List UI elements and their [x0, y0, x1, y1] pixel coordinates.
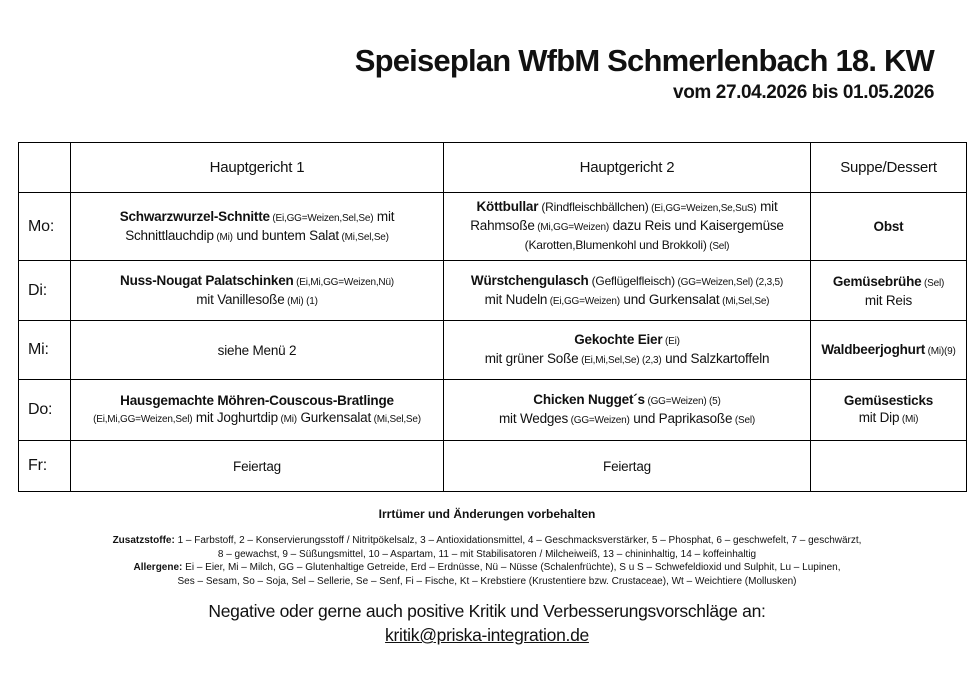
- allergen-text: (Mi,Sel,Se): [719, 295, 770, 307]
- dish-line: [75, 272, 439, 291]
- main-dish-2-cell: [444, 380, 811, 441]
- dish-text: Schwarzwurzel-Schnitte: [119, 208, 270, 224]
- dish-text: und Gurkensalat: [619, 291, 720, 307]
- dish-line: [815, 341, 962, 360]
- dish-text: mit Nudeln: [484, 291, 548, 307]
- dish-line: [448, 291, 806, 310]
- email-link[interactable]: kritik@priska-integration.de: [385, 625, 589, 645]
- dish-text: Gemüsesticks: [843, 393, 934, 408]
- dish-text: Rahmsoße: [470, 218, 535, 233]
- allergen-text: (Ei,GG=Weizen): [547, 295, 620, 307]
- main-dish-2-cell: [444, 321, 811, 380]
- menu-table: [18, 142, 967, 492]
- dish-line: [448, 350, 806, 369]
- allergen-text: (Ei,GG=Weizen,Se,SuS): [648, 203, 757, 214]
- page-subtitle: vom 27.04.2026 bis 01.05.2026: [673, 82, 934, 103]
- dish-line: [75, 392, 439, 409]
- dish-text: und Paprikasoße: [629, 411, 733, 426]
- legal-line: Ses – Sesam, So – Soja, Sel – Sellerie, Se – Senf, Fi – Fische, Kt – Krebstiere (Krustentiere bzw. Crustaceae), Wt – Weichtiere (Mollusken): [177, 575, 797, 587]
- main-dish-1-cell: [71, 380, 444, 441]
- soup-dessert-cell: [811, 261, 967, 321]
- dish-text: Nuss-Nougat Palatschinken: [120, 272, 294, 288]
- dish-text: Schnittlauchdip: [125, 227, 214, 243]
- dish-text: (Karotten,Blumenkohl und Brokkoli): [524, 238, 707, 252]
- main-dish-2-cell: [444, 441, 811, 492]
- legal-line: Allergene: Ei – Eier, Mi – Milch, GG – Glutenhaltige Getreide, Erd – Erdnüsse, Nü – Nüsse (Schalenfrüchte), S u S – Schwefeldioxid und Sulphit, Lu – Lupinen,: [133, 562, 841, 573]
- main-dish-1-cell: [71, 441, 444, 492]
- dish-text: mit Vanillesoße: [196, 291, 285, 307]
- dish-text: Feiertag: [603, 458, 651, 474]
- allergen-text: (GG=Weizen) (5): [644, 396, 721, 407]
- dish-text: und buntem Salat: [232, 227, 339, 243]
- allergen-text: (Ei): [662, 336, 680, 347]
- main-dish-1-cell: [71, 193, 444, 261]
- dish-text: Feiertag: [233, 458, 281, 474]
- day-label: Do:: [19, 380, 71, 441]
- soup-dessert-cell: [811, 441, 967, 492]
- dish-text: und Salzkartoffeln: [661, 351, 770, 366]
- day-label: Di:: [19, 261, 71, 321]
- dish-line: [448, 458, 806, 475]
- main-dish-2-cell: [444, 193, 811, 261]
- dish-line: [815, 292, 962, 309]
- allergen-text: (Mi) (1): [284, 295, 318, 307]
- dish-line: [815, 273, 962, 292]
- allergen-text: (Sel): [706, 241, 730, 252]
- day-label: Fr:: [19, 441, 71, 492]
- allergen-text: (Mi): [899, 414, 919, 425]
- dish-line: [75, 342, 439, 359]
- dish-text: mit Reis: [864, 292, 913, 308]
- dish-text: (Rindfleischbällchen): [538, 200, 649, 214]
- soup-dessert-cell: [811, 321, 967, 380]
- disclaimer-notice: Irrtümer und Änderungen vorbehalten: [378, 507, 596, 521]
- dish-text: Gurkensalat: [296, 410, 372, 425]
- main-dish-1-cell: [71, 321, 444, 380]
- dish-line: [448, 410, 806, 429]
- dish-text: mit Dip: [858, 410, 900, 425]
- allergen-text: (GG=Weizen): [568, 415, 630, 426]
- main-dish-1-cell: [71, 261, 444, 321]
- allergen-text: (GG=Weizen,Sel) (2,3,5): [674, 276, 784, 288]
- page-title: Speiseplan WfbM Schmerlenbach 18. KW: [354, 43, 934, 78]
- dish-line: [448, 198, 806, 217]
- allergen-text: (Sel): [921, 277, 945, 289]
- dish-line: [448, 217, 806, 236]
- allergen-text: (Mi): [277, 414, 297, 425]
- dish-line: [448, 391, 806, 410]
- dish-line: [448, 272, 806, 291]
- column-header: Hauptgericht 1: [71, 143, 444, 193]
- dish-line: [448, 236, 806, 255]
- dish-text: dazu Reis und Kaisergemüse: [609, 218, 784, 233]
- allergen-text: (Mi,GG=Weizen): [534, 222, 610, 233]
- table-row: [19, 321, 967, 380]
- legal-line: 8 – gewachst, 9 – Süßungsmittel, 10 – Aspartam, 11 – mit Stabilisatoren / Milcheiweiß, 13 – chininhaltig, 14 – koffeinhaltig: [217, 548, 757, 560]
- dish-line: [75, 291, 439, 310]
- header-row: [19, 143, 967, 193]
- day-label: Mo:: [19, 193, 71, 261]
- allergen-text: (Mi): [213, 231, 233, 243]
- column-header: Suppe/Dessert: [811, 143, 967, 193]
- dish-line: [75, 208, 439, 227]
- dish-text: Würstchengulasch: [470, 272, 589, 288]
- dish-line: [448, 331, 806, 350]
- allergen-text: (Ei,Mi,GG=Weizen,Sel): [93, 414, 193, 425]
- document-header: [0, 0, 974, 106]
- allergen-text: (Sel): [732, 415, 755, 426]
- dish-text: mit: [373, 208, 395, 224]
- column-header-day: [19, 143, 71, 193]
- allergen-text: (Mi)(9): [925, 345, 956, 357]
- allergen-text: (Ei,GG=Weizen,Sel,Se): [269, 212, 374, 224]
- table-row: [19, 261, 967, 321]
- dish-text: mit Joghurtdip: [192, 410, 278, 425]
- dish-line: [75, 458, 439, 475]
- dish-text: mit Wedges: [499, 411, 569, 426]
- dish-text: Chicken Nugget´s: [533, 392, 645, 407]
- dish-line: [75, 409, 439, 428]
- legal-line: Zusatzstoffe: 1 – Farbstoff, 2 – Konservierungsstoff / Nitritpökelsalz, 3 – Antioxidationsmittel, 4 – Geschmacksverstärker, 5 – Phosphat, 6 – geschwefelt, 7 – geschwärzt,: [112, 535, 862, 546]
- dish-line: [815, 409, 962, 428]
- dish-line: [815, 392, 962, 409]
- table-row: [19, 193, 967, 261]
- dish-text: siehe Menü 2: [217, 342, 297, 358]
- dish-text: Hausgemachte Möhren-Couscous-Bratlinge: [120, 393, 394, 408]
- feedback-line: Negative oder gerne auch positive Kritik und Verbesserungsvorschläge an:: [208, 601, 766, 621]
- menu-table-body: [19, 193, 967, 492]
- column-header: Hauptgericht 2: [444, 143, 811, 193]
- allergen-text: (Ei,Mi,Sel,Se) (2,3): [578, 355, 662, 366]
- main-dish-2-cell: [444, 261, 811, 321]
- dish-text: Gekochte Eier: [574, 332, 663, 347]
- soup-dessert-cell: [811, 193, 967, 261]
- dish-text: (Geflügelfleisch): [588, 273, 675, 288]
- day-label: Mi:: [19, 321, 71, 380]
- table-row: [19, 380, 967, 441]
- soup-dessert-cell: [811, 380, 967, 441]
- dish-text: mit: [756, 199, 778, 214]
- dish-text: mit grüner Soße: [484, 351, 579, 366]
- dish-text: Waldbeerjoghurt: [821, 341, 926, 357]
- dish-text: Köttbullar: [476, 199, 539, 214]
- legal-block: [0, 534, 974, 588]
- dish-text: Gemüsebrühe: [832, 273, 922, 289]
- allergen-text: (Mi,Sel,Se): [338, 231, 389, 243]
- table-row: [19, 441, 967, 492]
- dish-line: [75, 227, 439, 246]
- allergen-text: (Mi,Sel,Se): [371, 414, 421, 425]
- allergen-text: (Ei,Mi,GG=Weizen,Nü): [293, 276, 394, 288]
- dish-line: [815, 218, 962, 235]
- dish-text: Obst: [873, 219, 904, 234]
